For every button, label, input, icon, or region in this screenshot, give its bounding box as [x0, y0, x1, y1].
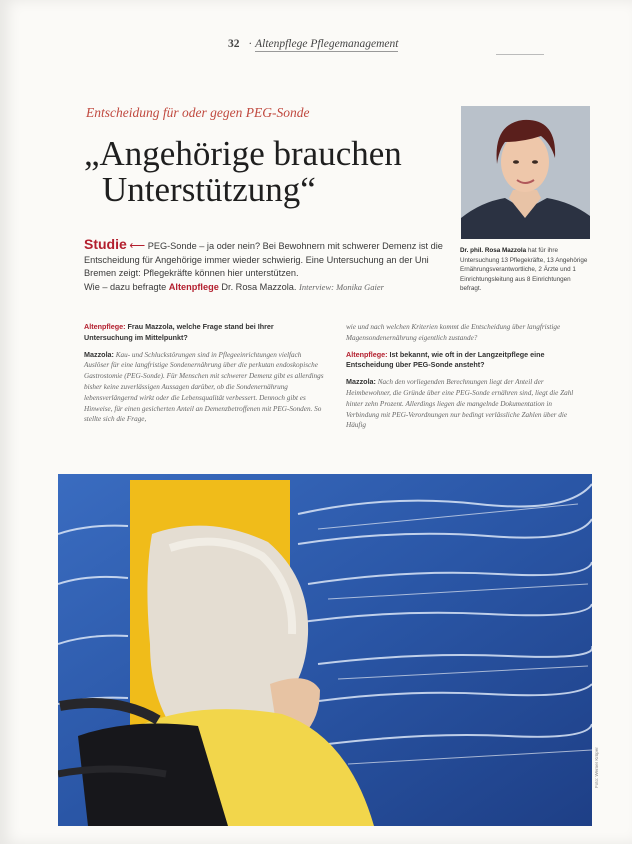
- intro-text-1: PEG-Sonde – ja oder nein? Bei Bewohnern mit schwerer Demenz ist die Entscheidung für Angehörige immer wieder schwierig. Eine Untersuchung an der Uni Bremen zeigt: Pflegekräfte können hier unterstützen.: [84, 241, 443, 278]
- photo-elderly-woman-painting: [58, 474, 592, 826]
- question-2-speaker: Altenpflege:: [346, 349, 388, 359]
- caption-text: hat für ihre Untersuchung 13 Pflegekräfte, 13 Angehörige Ernährungsverantwortliche, 2 Ärzte und 1 Einrichtungsleitung aus 8 Einrichtungen befragt.: [460, 247, 588, 292]
- intro-text-2-suffix: Dr. Rosa Mazzola.: [221, 281, 297, 292]
- portrait-caption: [460, 246, 592, 294]
- page-number: 32: [228, 38, 240, 50]
- answer-1-continued: [346, 322, 586, 344]
- answer-2: [346, 377, 586, 431]
- question-1-text: Frau Mazzola, welche Frage stand bei Ihrer Untersuchung im Mittelpunkt?: [84, 322, 274, 342]
- headline-line-1: „Angehörige brauchen: [84, 134, 402, 173]
- photo-credit: Foto: Werner Krüper: [594, 747, 599, 788]
- portrait-illustration: [461, 106, 590, 239]
- article-headline: [84, 136, 454, 208]
- text-column-right: [346, 322, 586, 437]
- author-portrait: [461, 106, 590, 239]
- article-photo: [58, 474, 592, 826]
- answer-2-text: Nach den vorliegenden Berechnungen liegt der Anteil der Heimbewohner, die Gründe über eine PEG-Sonde ernähren sind, liegt die Zahl hinter zehn Prozent. Allerdings liegen die mangelnde Dokumentation in Verbindung mit PEG-Verordnungen nur bedingt verlässliche Zahlen über die Häufig: [346, 378, 574, 430]
- magazine-name: Altenpflege: [168, 281, 219, 292]
- header-rule: [496, 54, 544, 55]
- question-2-text: Ist bekannt, wie oft in der Langzeitpflege eine Entscheidung über PEG-Sonde ansteht?: [346, 349, 545, 370]
- article-kicker: Entscheidung für oder gegen PEG-Sonde: [86, 105, 310, 120]
- caption-name: Dr. phil. Rosa Mazzola: [460, 247, 527, 254]
- running-header: [228, 38, 398, 50]
- answer-2-speaker: Mazzola:: [346, 377, 376, 387]
- text-column-left: [84, 322, 324, 431]
- arrow-icon: ⟵: [129, 240, 146, 252]
- question-1: [84, 322, 324, 344]
- section-title: Altenpflege Pflegemanagement: [255, 38, 399, 50]
- answer-1: [84, 350, 324, 426]
- intro-paragraph: [84, 238, 454, 294]
- studie-label: Studie: [84, 236, 127, 252]
- question-1-speaker: Altenpflege:: [84, 322, 126, 331]
- answer-1-speaker: Mazzola:: [84, 349, 114, 359]
- answer-1-text: Kau- und Schluckstörungen sind in Pflegeeinrichtungen vielfach Auslöser für eine langfristige Sondenernährung über die perkutan endoskopische Gastrostomie (PEG-Sonde). Für Menschen mit schwerer Demenz gibt es allerdings bisher keine zuverlässigen Aussagen darüber, ob die Sondenernährung lebensverlängernd wirkt oder die Lebensqualität verbessert. Dennoch gibt es Hinweise, für einen gesicherten Anteil an Demenzbetroffenen mit PEG-Sonden. So stellte sich die Frage,: [84, 350, 324, 424]
- question-2: [346, 350, 586, 372]
- intro-text-2-prefix: Wie – dazu befragte: [84, 281, 167, 292]
- headline-line-2: Unterstützung“: [102, 170, 316, 209]
- answer-1-continued-text: wie und nach welchen Kriterien kommt die Entscheidung über langfristige Magensondenernährung eigentlich zustande?: [346, 323, 561, 342]
- interviewer-credit: Interview: Monika Gaier: [299, 281, 384, 292]
- header-separator: ·: [248, 38, 253, 50]
